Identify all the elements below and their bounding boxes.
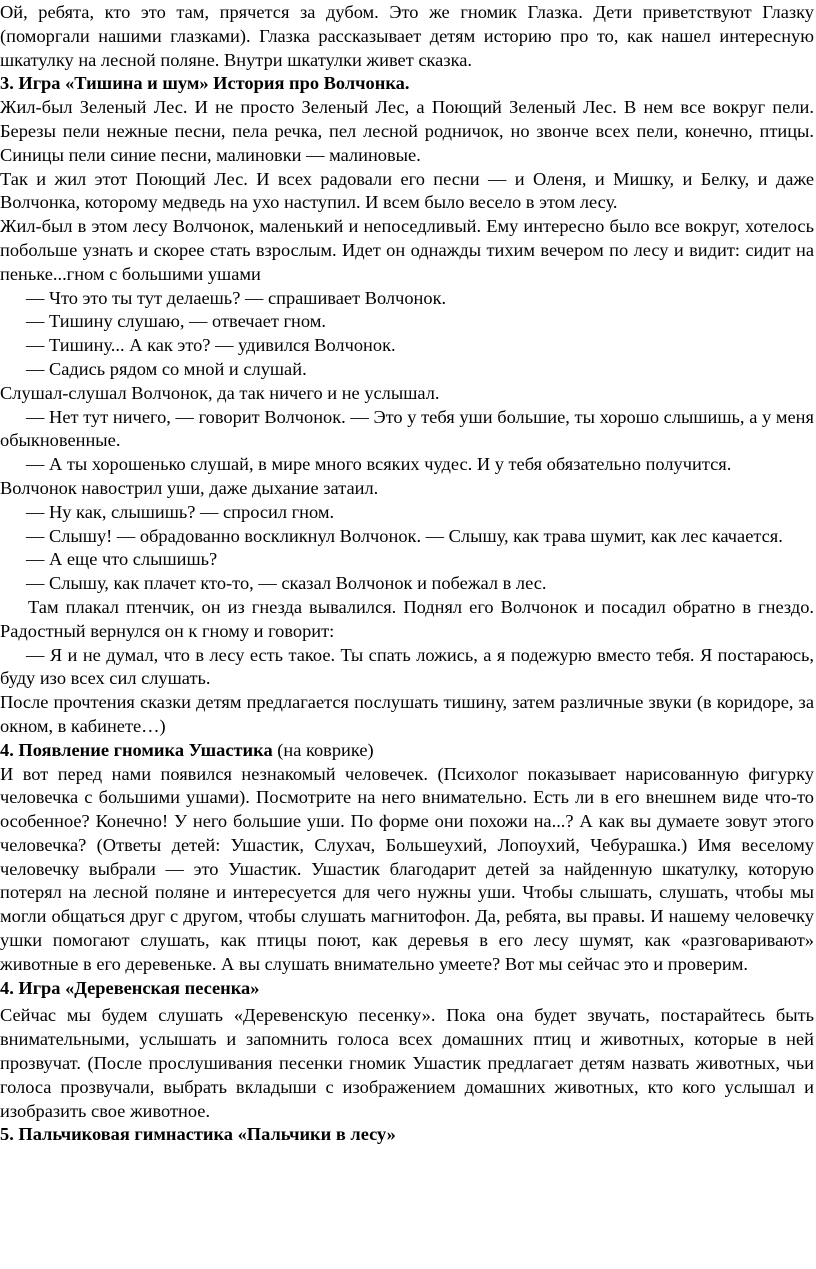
- paragraph-story-1: Жил-был Зеленый Лес. И не просто Зеленый Лес, а Поющий Зеленый Лес. В нем все вокруг пели. Березы пели нежные песни, пела речка, пел лесной родничок, но звонче всех пели, конечно, птицы. Синицы пели синие песни, малиновки — малиновые.: [0, 97, 814, 165]
- dialogue-line: — Ну как, слышишь? — спросил гном.: [26, 501, 335, 522]
- dialogue-line: — А еще что слышишь?: [26, 549, 218, 570]
- heading-game-village-song: 4. Игра «Деревенская песенка»: [0, 977, 260, 998]
- heading-finger-gymnastics: 5. Пальчиковая гимнастика «Пальчики в лесу»: [0, 1124, 396, 1145]
- paragraph-village-song: Сейчас мы будем слушать «Деревенскую песенку». Пока она будет звучать, постарайтесь быть внимательными, услышать и запомнить голоса всех домашних птиц и животных, которые в ней прозвучат. (После прослушивания песенки гномик Ушастик предлагает детям назвать животных, чьи голоса прозвучали, выбрать вкладыши с изображением домашних животных, кто кого услышал и изобразить свое животное.: [0, 1005, 814, 1121]
- dialogue-line: — Слышу, как плачет кто-то, — сказал Волчонок и побежал в лес.: [26, 573, 547, 594]
- paragraph-story-3: Жил-был в этом лесу Волчонок, маленький и непоседливый. Ему интересно было все вокруг, хотелось побольше узнать и скорее стать взрослым. Идет он однажды тихим вечером по лесу и видит: сидит на пеньке...гном с большими ушами: [0, 216, 814, 284]
- paragraph-story-5: Волчонок навострил уши, даже дыхание затаил.: [0, 477, 379, 498]
- dialogue-line: — Слышу! — обрадованно воскликнул Волчонок. — Слышу, как трава шумит, как лес качается.: [26, 525, 783, 546]
- heading-game-silence-noise: 3. Игра «Тишина и шум» История про Волчонка.: [0, 73, 410, 94]
- dialogue-line: — Тишину слушаю, — отвечает гном.: [26, 311, 326, 332]
- dialogue-line: — А ты хорошенько слушай, в мире много всяких чудес. И у тебя обязательно получится.: [26, 454, 732, 475]
- heading-gnome-appearance-note: (на коврике): [272, 739, 374, 760]
- heading-gnome-appearance-bold: 4. Появление гномика Ушастика: [0, 739, 273, 760]
- dialogue-line: — Что это ты тут делаешь? — спрашивает Волчонок.: [26, 287, 447, 308]
- dialogue-line: — Я и не думал, что в лесу есть такое. Ты спать ложись, а я подежурю вместо тебя. Я постараюсь, буду изо всех сил слушать.: [0, 644, 814, 689]
- heading-gnome-appearance: [0, 739, 814, 763]
- paragraph-story-6: Там плакал птенчик, он из гнезда вывалился. Поднял его Волчонок и посадил обратно в гнездо. Радостный вернулся он к гному и говорит:: [0, 596, 814, 641]
- dialogue-line: — Тишину... А как это? — удивился Волчонок.: [26, 335, 396, 356]
- paragraph-after-story: После прочтения сказки детям предлагается послушать тишину, затем различные звуки (в коридоре, за окном, в кабинете…): [0, 692, 814, 736]
- dialogue-line: — Садись рядом со мной и слушай.: [26, 358, 307, 379]
- dialogue-line: — Нет тут ничего, — говорит Волчонок. — Это у тебя уши большие, ты хорошо слышишь, а у меня обыкновенные.: [0, 406, 814, 451]
- paragraph-story-4: Слушал-слушал Волчонок, да так ничего и не услышал.: [0, 382, 440, 403]
- paragraph-intro: Ой, ребята, кто это там, прячется за дубом. Это же гномик Глазка. Дети приветствуют Глазку (поморгали нашими глазками). Глазка рассказывает детям историю про то, как нашел интересную шкатулку на лесной поляне. Внутри шкатулки живет сказка.: [0, 2, 814, 70]
- paragraph-gnome-ushastik: И вот перед нами появился незнакомый человечек. (Психолог показывает нарисованную фигурку человечка с большими ушами). Посмотрите на него внимательно. Есть ли в его внешнем виде что-то особенное? Конечно! У него большие уши. По форме они похожи на...? А как вы думаете зовут этого человечка? (Ответы детей: Ушастик, Слухач, Большеухий, Лопоухий, Чебурашка.) Имя веселому человечку выбрали — это Ушастик. Ушастик благодарит детей за найденную шкатулку, которую потерял на лесной поляне и интересуется для чего нужны уши. Чтобы слышать, слушать, чтобы мы могли общаться друг с другом, чтобы слушать магнитофон. Да, ребята, вы правы. И нашему человечку ушки помогают слушать, как птицы поют, как деревья в его лесу шумят, как «разговаривают» животные в его деревеньке. А вы слушать внимательно умеете? Вот мы сейчас это и проверим.: [0, 763, 814, 974]
- paragraph-story-2: Так и жил этот Поющий Лес. И всех радовали его песни — и Оленя, и Мишку, и Белку, и даже Волчонка, которому медведь на ухо наступил. И всем было весело в этом лесу.: [0, 168, 814, 213]
